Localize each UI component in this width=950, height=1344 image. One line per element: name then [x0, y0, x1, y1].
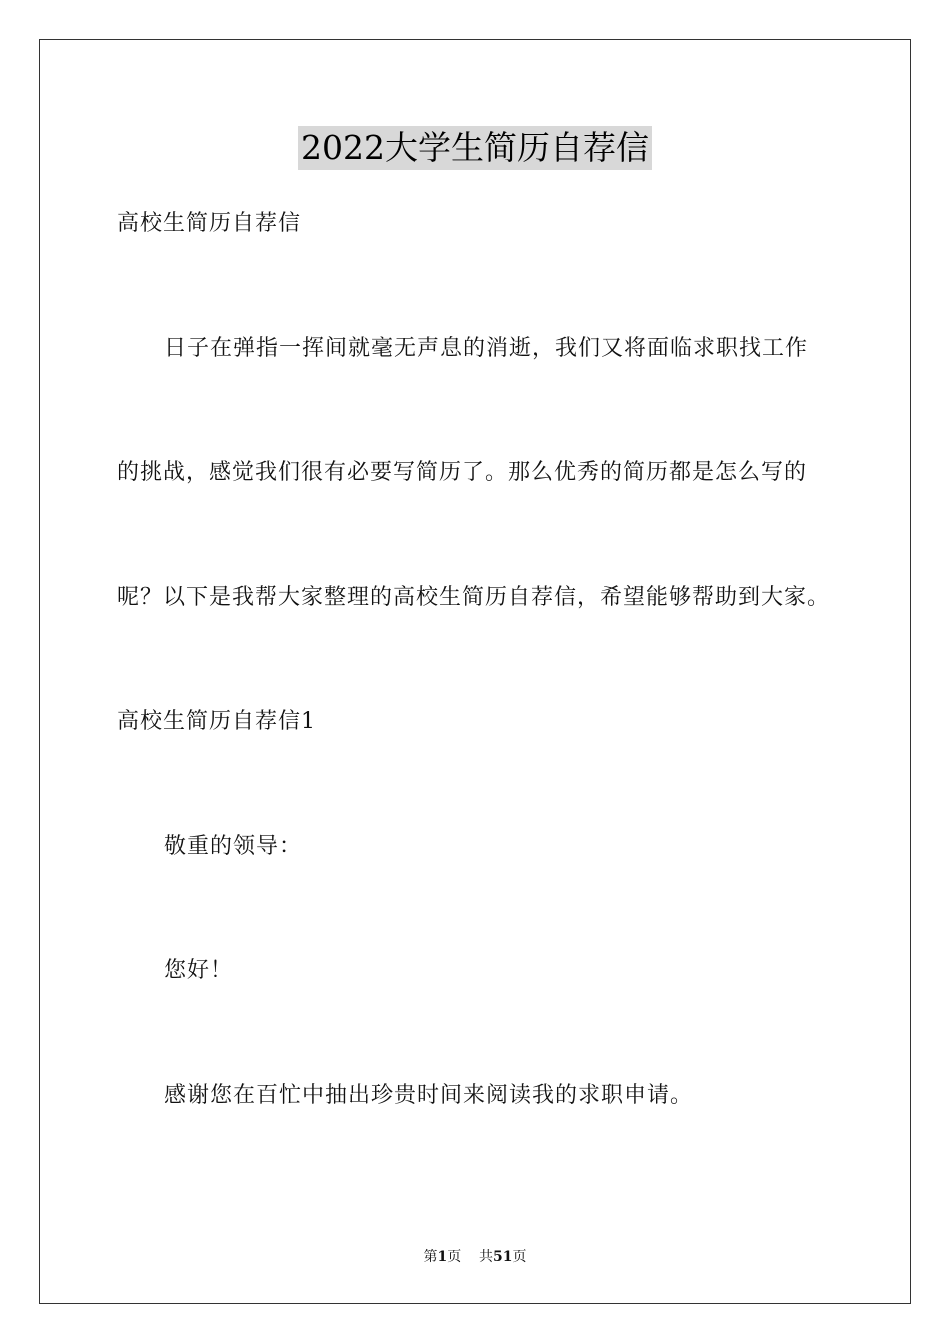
total-pages: 51: [493, 1249, 513, 1265]
greeting: 您好！: [164, 958, 234, 983]
document-title: 2022大学生简历自荐信: [298, 126, 652, 170]
paragraph-line: 日子在弹指一挥间就毫无声息的消逝，我们又将面临求职找工作: [164, 336, 809, 361]
total-prefix: 共: [479, 1249, 494, 1265]
section-heading: 高校生简历自荐信1: [117, 709, 316, 734]
salutation: 敬重的领导：: [164, 834, 303, 859]
paragraph-line: 感谢您在百忙中抽出珍贵时间来阅读我的求职申请。: [164, 1083, 694, 1108]
subtitle-line: 高校生简历自荐信: [117, 211, 302, 236]
total-suffix: 页: [512, 1249, 527, 1265]
paragraph-line: 的挑战，感觉我们很有必要写简历了。那么优秀的简历都是怎么写的: [117, 460, 808, 485]
title-container: [0, 126, 950, 170]
page-number: 1: [437, 1249, 448, 1265]
page-footer: [0, 1247, 950, 1267]
page-suffix: 页: [447, 1249, 462, 1265]
page-prefix: 第: [423, 1249, 438, 1265]
paragraph-line: 呢？以下是我帮大家整理的高校生简历自荐信，希望能够帮助到大家。: [117, 585, 831, 610]
